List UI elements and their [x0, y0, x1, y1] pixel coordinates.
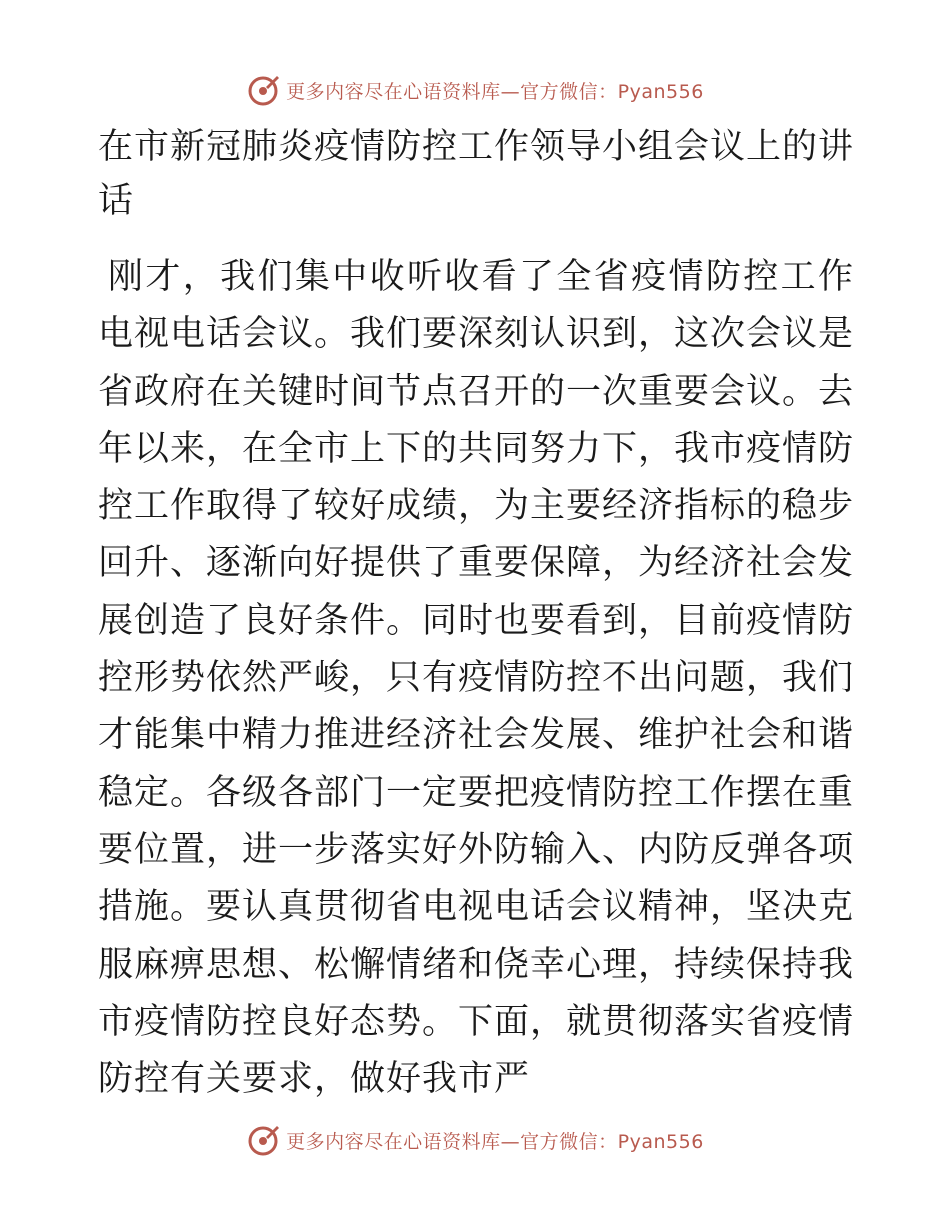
- body-paragraph: 刚才，我们集中收听收看了全省疫情防控工作电视电话会议。我们要深刻认识到，这次会议是省政府在关键时间节点召开的一次重要会议。去年以来，在全市上下的共同努力下，我市疫情防控工作取得了较好成绩，为主要经济指标的稳步回升、逐渐向好提供了重要保障，为经济社会发展创造了良好条件。同时也要看到，目前疫情防控形势依然严峻，只有疫情防控不出问题，我们才能集中精力推进经济社会发展、维护社会和谐稳定。各级各部门一定要把疫情防控工作摆在重要位置，进一步落实好外防输入、内防反弹各项措施。要认真贯彻省电视电话会议精神，坚决克服麻痹思想、松懈情绪和侥幸心理，持续保持我市疫情防控良好态势。下面，就贯彻落实省疫情防控有关要求，做好我市严: [98, 257, 855, 1100]
- quill-pen-circle-icon: [246, 73, 280, 107]
- quill-pen-circle-icon: [246, 1123, 280, 1157]
- header-watermark: [0, 70, 950, 110]
- watermark-text: 更多内容尽在心语资料库—官方微信：Pyan556: [286, 1130, 704, 1153]
- document-title: 在市新冠肺炎疫情防控工作领导小组会议上的讲话: [98, 127, 855, 221]
- watermark-text: 更多内容尽在心语资料库—官方微信：Pyan556: [286, 80, 704, 103]
- footer-watermark: [0, 1120, 950, 1160]
